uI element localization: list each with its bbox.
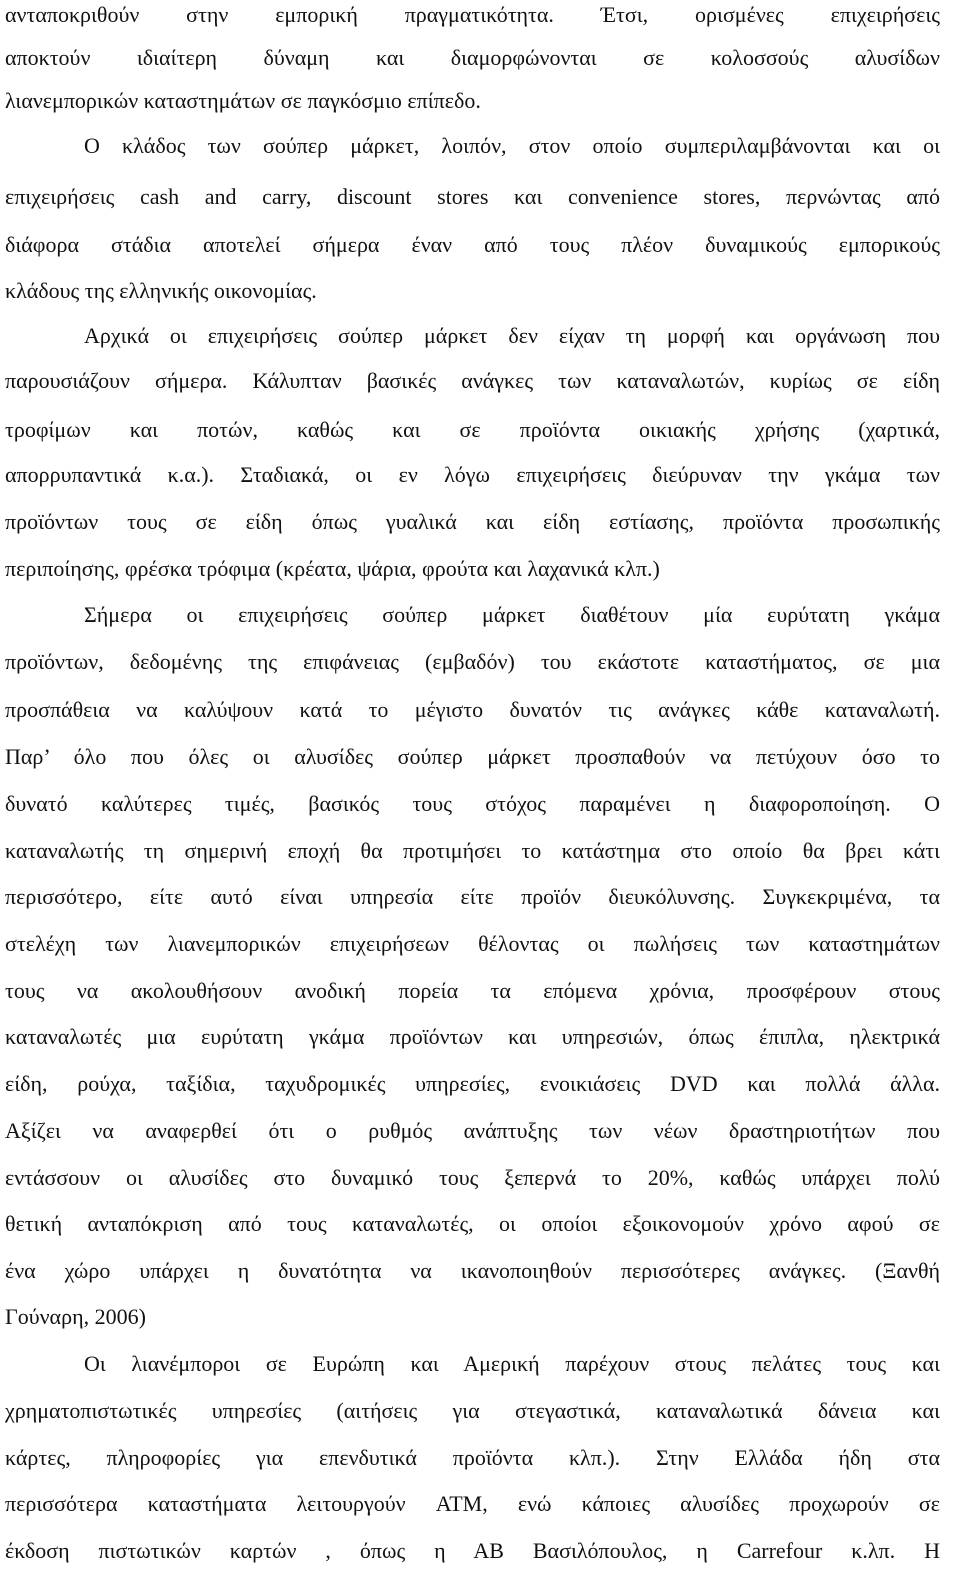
text-line: καταναλωτής τη σημερινή εποχή θα προτιμήσει το κατάστημα στο οποίο θα βρει κάτι — [5, 838, 940, 863]
text-line: απορρυπαντικά κ.α.). Σταδιακά, οι εν λόγω επιχειρήσεις διεύρυναν την γκάμα των — [5, 462, 940, 487]
text-line: τροφίμων και ποτών, καθώς και σε προϊόντα οικιακής χρήσης (χαρτικά, — [5, 417, 940, 442]
text-line: Γούναρη, 2006) — [5, 1304, 146, 1329]
text-line: κλάδους της ελληνικής οικονομίας. — [5, 278, 317, 303]
text-line: ανταποκριθούν στην εμπορική πραγματικότητα. Έτσι, ορισμένες επιχειρήσεις — [5, 2, 940, 27]
text-line: προϊόντων, δεδομένης της επιφάνειας (εμβαδόν) του εκάστοτε καταστήματος, σε μια — [5, 649, 940, 674]
text-line: λιανεμπορικών καταστημάτων σε παγκόσμιο επίπεδο. — [5, 88, 481, 113]
text-line: Αρχικά οι επιχειρήσεις σούπερ μάρκετ δεν είχαν τη μορφή και οργάνωση που — [84, 323, 940, 348]
text-line: περιποίησης, φρέσκα τρόφιμα (κρέατα, ψάρια, φρούτα και λαχανικά κλπ.) — [5, 556, 660, 581]
text-line: περισσότερο, είτε αυτό είναι υπηρεσία είτε προϊόν διευκόλυνσης. Συγκεκριμένα, τα — [5, 884, 940, 909]
text-line: διάφορα στάδια αποτελεί σήμερα έναν από τους πλέον δυναμικούς εμπορικούς — [5, 232, 940, 257]
text-line: προσπάθεια να καλύψουν κατά το μέγιστο δυνατόν τις ανάγκες κάθε καταναλωτή. — [5, 697, 940, 722]
text-line: θετική ανταπόκριση από τους καταναλωτές, οι οποίοι εξοικονομούν χρόνο αφού σε — [5, 1211, 940, 1236]
text-line: χρηματοπιστωτικές υπηρεσίες (αιτήσεις για στεγαστικά, καταναλωτικά δάνεια και — [5, 1398, 940, 1423]
text-line: ένα χώρο υπάρχει η δυνατότητα να ικανοποιηθούν περισσότερες ανάγκες. (Ξανθή — [5, 1258, 940, 1283]
text-line: Ο κλάδος των σούπερ μάρκετ, λοιπόν, στον οποίο συμπεριλαμβάνονται και οι — [84, 133, 940, 158]
text-line: αποκτούν ιδιαίτερη δύναμη και διαμορφώνονται σε κολοσσούς αλυσίδων — [5, 45, 940, 70]
text-line: στελέχη των λιανεμπορικών επιχειρήσεων θέλοντας οι πωλήσεις των καταστημάτων — [5, 931, 940, 956]
text-line: εντάσσουν οι αλυσίδες στο δυναμικό τους ξεπερνά το 20%, καθώς υπάρχει πολύ — [5, 1165, 940, 1190]
text-line: δυνατό καλύτερες τιμές, βασικός τους στόχος παραμένει η διαφοροποίηση. Ο — [5, 791, 940, 816]
text-line: Παρ’ όλο που όλες οι αλυσίδες σούπερ μάρκετ προσπαθούν να πετύχουν όσο το — [5, 744, 940, 769]
text-line: Σήμερα οι επιχειρήσεις σούπερ μάρκετ διαθέτουν μία ευρύτατη γκάμα — [84, 602, 940, 627]
text-line: καταναλωτές μια ευρύτατη γκάμα προϊόντων και υπηρεσιών, όπως έπιπλα, ηλεκτρικά — [5, 1024, 940, 1049]
text-line: περισσότερα καταστήματα λειτουργούν ATM, ενώ κάποιες αλυσίδες προχωρούν σε — [5, 1491, 940, 1516]
text-line: έκδοση πιστωτικών καρτών , όπως η ΑΒ Βασιλόπουλος, η Carrefour κ.λπ. Η — [5, 1538, 940, 1563]
text-line: είδη, ρούχα, ταξίδια, ταχυδρομικές υπηρεσίες, ενοικιάσεις DVD και πολλά άλλα. — [5, 1071, 940, 1096]
text-line: παρουσιάζουν σήμερα. Κάλυπταν βασικές ανάγκες των καταναλωτών, κυρίως σε είδη — [5, 368, 940, 393]
text-line: Οι λιανέμποροι σε Ευρώπη και Αμερική παρέχουν στους πελάτες τους και — [84, 1351, 940, 1376]
text-line: κάρτες, πληροφορίες για επενδυτικά προϊόντα κλπ.). Στην Ελλάδα ήδη στα — [5, 1445, 940, 1470]
text-line: επιχειρήσεις cash and carry, discount stores και convenience stores, περνώντας από — [5, 184, 940, 209]
text-line: Αξίζει να αναφερθεί ότι ο ρυθμός ανάπτυξης των νέων δραστηριοτήτων που — [5, 1118, 940, 1143]
text-line: προϊόντων τους σε είδη όπως γυαλικά και είδη εστίασης, προϊόντα προσωπικής — [5, 509, 940, 534]
text-line: τους να ακολουθήσουν ανοδική πορεία τα επόμενα χρόνια, προσφέρουν στους — [5, 978, 940, 1003]
